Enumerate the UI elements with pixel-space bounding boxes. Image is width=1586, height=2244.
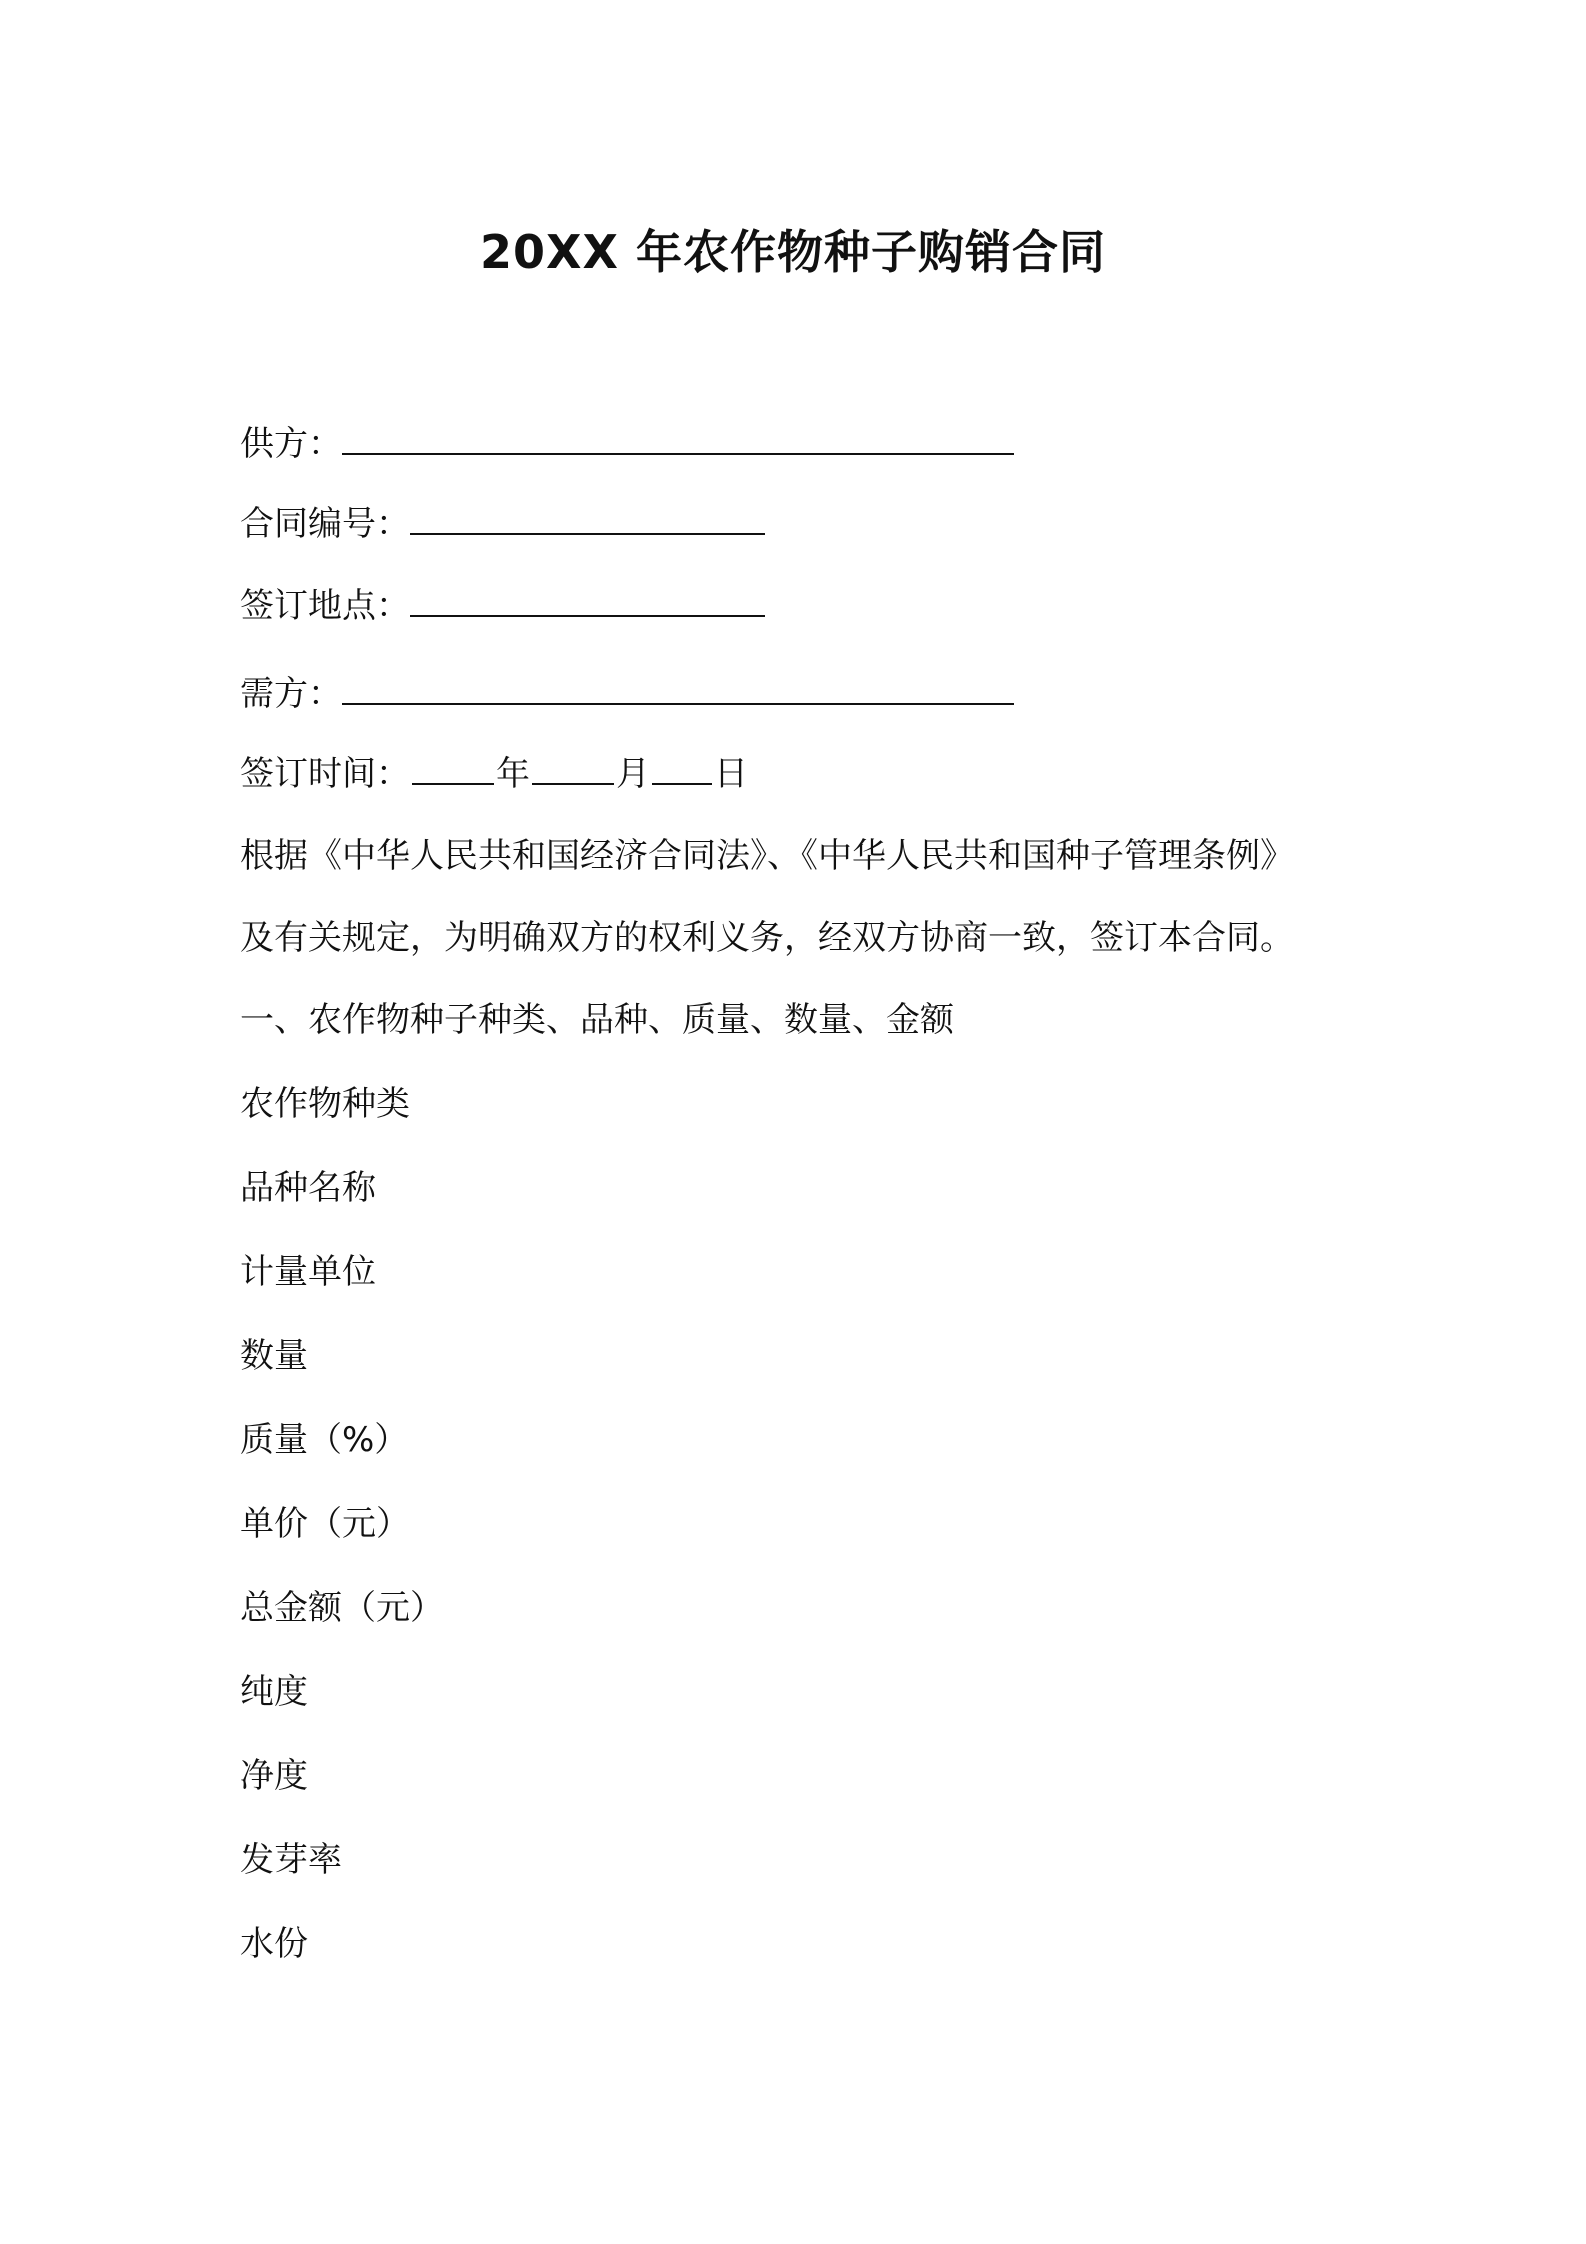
sign-time-label: 签订时间： (240, 754, 410, 794)
sign-place-line (240, 584, 765, 628)
item-cleanliness: 净度 (240, 1756, 308, 1796)
item-quality: 质量（%） (240, 1420, 409, 1460)
item-unit-price: 单价（元） (240, 1504, 410, 1544)
month-blank (532, 753, 614, 785)
sign-place-label: 签订地点： (240, 586, 410, 626)
supplier-line (240, 422, 1014, 466)
document-title: 20XX 年农作物种子购销合同 (480, 225, 1106, 279)
day-blank (652, 753, 712, 785)
supplier-label: 供方： (240, 424, 342, 464)
paragraph-line-1: 根据《中华人民共和国经济合同法》、《中华人民共和国种子管理条例》 (240, 836, 1294, 876)
buyer-blank (342, 673, 1014, 705)
supplier-blank (342, 423, 1014, 455)
item-crop-type: 农作物种类 (240, 1084, 410, 1124)
year-blank (412, 753, 494, 785)
paragraph-line-2: 及有关规定，为明确双方的权利义务，经双方协商一致，签订本合同。 (240, 918, 1294, 958)
contract-no-label: 合同编号： (240, 504, 410, 544)
buyer-label: 需方： (240, 674, 342, 714)
item-variety-name: 品种名称 (240, 1168, 376, 1208)
month-unit: 月 (616, 754, 650, 794)
section1-heading: 一、农作物种子种类、品种、质量、数量、金额 (240, 1000, 954, 1040)
item-total-amount: 总金额（元） (240, 1588, 444, 1628)
sign-time-line (240, 752, 748, 796)
contract-no-blank (410, 503, 765, 535)
buyer-line (240, 672, 1014, 716)
item-unit: 计量单位 (240, 1252, 376, 1292)
sign-place-blank (410, 585, 765, 617)
item-germination-rate: 发芽率 (240, 1840, 342, 1880)
item-purity: 纯度 (240, 1672, 308, 1712)
contract-no-line (240, 502, 765, 546)
year-unit: 年 (496, 754, 530, 794)
item-moisture: 水份 (240, 1924, 308, 1964)
item-quantity: 数量 (240, 1336, 308, 1376)
day-unit: 日 (714, 754, 748, 794)
